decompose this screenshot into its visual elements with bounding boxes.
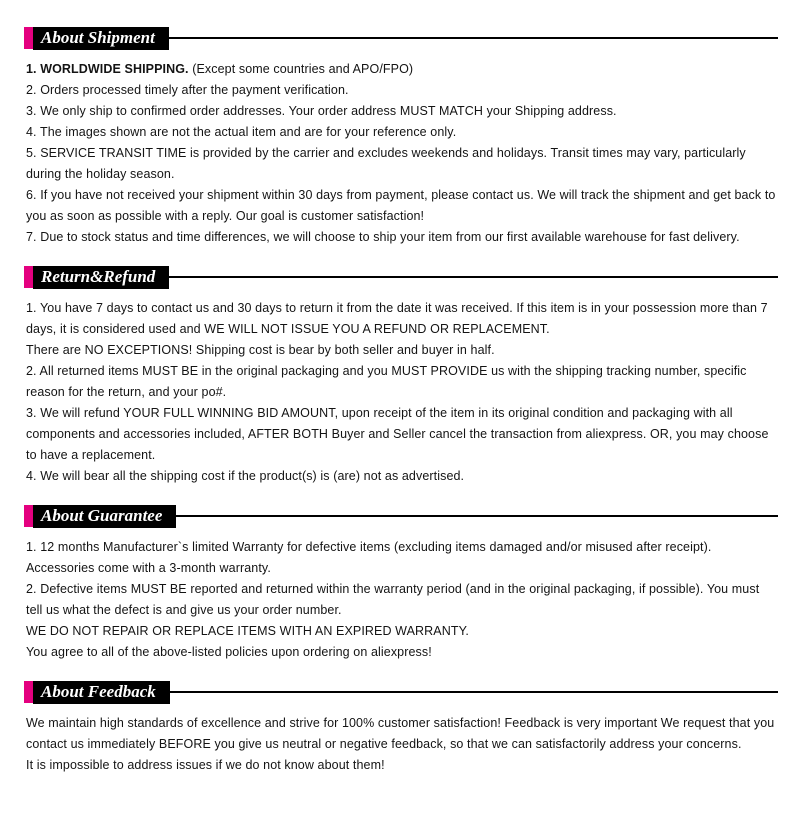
section-header — [24, 504, 778, 528]
policy-sections — [24, 26, 778, 776]
policy-line — [26, 642, 776, 663]
policy-text: 3. We will refund YOUR FULL WINNING BID AMOUNT, upon receipt of the item in its original condition and packaging with all components and accessories included, AFTER BOTH Buyer and Seller cancel the transaction from aliexpress. OR, you may choose to have a replacement. — [26, 406, 769, 462]
section-title: About Shipment — [33, 27, 169, 50]
policy-text: 4. We will bear all the shipping cost if the product(s) is (are) not as advertised. — [26, 469, 465, 483]
header-rule — [169, 37, 778, 39]
policy-text: 2. Defective items MUST BE reported and returned within the warranty period (and in the original packaging, if possible). You must tell us what the defect is and give us your order number. — [26, 582, 760, 617]
policy-text: 2. Orders processed timely after the payment verification. — [26, 83, 349, 97]
policy-line — [26, 340, 776, 361]
policy-line — [26, 59, 776, 80]
policy-text: (Except some countries and APO/FPO) — [192, 62, 414, 76]
policy-text: 5. SERVICE TRANSIT TIME is provided by the carrier and excludes weekends and holidays. Transit times may vary, particularly during the holiday season. — [26, 146, 746, 181]
policy-line — [26, 101, 776, 122]
policy-text: 2. All returned items MUST BE in the original packaging and you MUST PROVIDE us with the shipping tracking number, specific reason for the return, and your po#. — [26, 364, 747, 399]
policy-line — [26, 579, 776, 621]
policy-line — [26, 713, 776, 755]
policy-line — [26, 143, 776, 185]
policy-line — [26, 466, 776, 487]
section-body — [24, 713, 778, 776]
policy-section — [24, 680, 778, 776]
header-rule — [170, 691, 778, 693]
policy-text: 4. The images shown are not the actual item and are for your reference only. — [26, 125, 457, 139]
policy-text: You agree to all of the above-listed policies upon ordering on aliexpress! — [26, 645, 432, 659]
policy-text: 6. If you have not received your shipment within 30 days from payment, please contact us. We will track the shipment and get back to you as soon as possible with a reply. Our goal is customer satisfaction! — [26, 188, 776, 223]
policy-line — [26, 80, 776, 101]
section-title: About Feedback — [33, 681, 170, 704]
policy-line — [26, 403, 776, 466]
policy-text: 1. You have 7 days to contact us and 30 days to return it from the date it was received. If this item is in your possession more than 7 days, it is considered used and WE WILL NOT ISSUE YOU A REFUND OR REPLACEMENT. — [26, 301, 768, 336]
policy-line — [26, 621, 776, 642]
policy-text: 7. Due to stock status and time differences, we will choose to ship your item from our first available warehouse for fast delivery. — [26, 230, 740, 244]
accent-bar — [24, 266, 33, 288]
section-header — [24, 26, 778, 50]
section-header — [24, 265, 778, 289]
policy-section — [24, 265, 778, 487]
section-body — [24, 298, 778, 487]
policy-line — [26, 298, 776, 340]
policy-section — [24, 26, 778, 248]
accent-bar — [24, 505, 33, 527]
policy-text: It is impossible to address issues if we do not know about them! — [26, 758, 385, 772]
policy-text: We maintain high standards of excellence and strive for 100% customer satisfaction! Feedback is very important We request that you contact us immediately BEFORE you give us neutral or negative feedback, so that we can satisfactorily address your concerns. — [26, 716, 775, 751]
accent-bar — [24, 27, 33, 49]
policy-line — [26, 185, 776, 227]
accent-bar — [24, 681, 33, 703]
policy-line — [26, 755, 776, 776]
section-body — [24, 59, 778, 248]
policy-line — [26, 537, 776, 579]
section-title: Return&Refund — [33, 266, 169, 289]
policy-section — [24, 504, 778, 663]
policy-line — [26, 122, 776, 143]
section-header — [24, 680, 778, 704]
policy-text: There are NO EXCEPTIONS! Shipping cost is bear by both seller and buyer in half. — [26, 343, 495, 357]
policy-text: WE DO NOT REPAIR OR REPLACE ITEMS WITH AN EXPIRED WARRANTY. — [26, 624, 469, 638]
policy-line — [26, 227, 776, 248]
section-title: About Guarantee — [33, 505, 176, 528]
policy-text: 1. 12 months Manufacturer`s limited Warranty for defective items (excluding items damaged and/or misused after receipt). Accessories come with a 3-month warranty. — [26, 540, 712, 575]
section-body — [24, 537, 778, 663]
header-rule — [169, 276, 778, 278]
header-rule — [176, 515, 778, 517]
policy-line — [26, 361, 776, 403]
policy-text: 3. We only ship to confirmed order addresses. Your order address MUST MATCH your Shipping address. — [26, 104, 617, 118]
policy-text-bold: 1. WORLDWIDE SHIPPING. — [26, 62, 193, 76]
